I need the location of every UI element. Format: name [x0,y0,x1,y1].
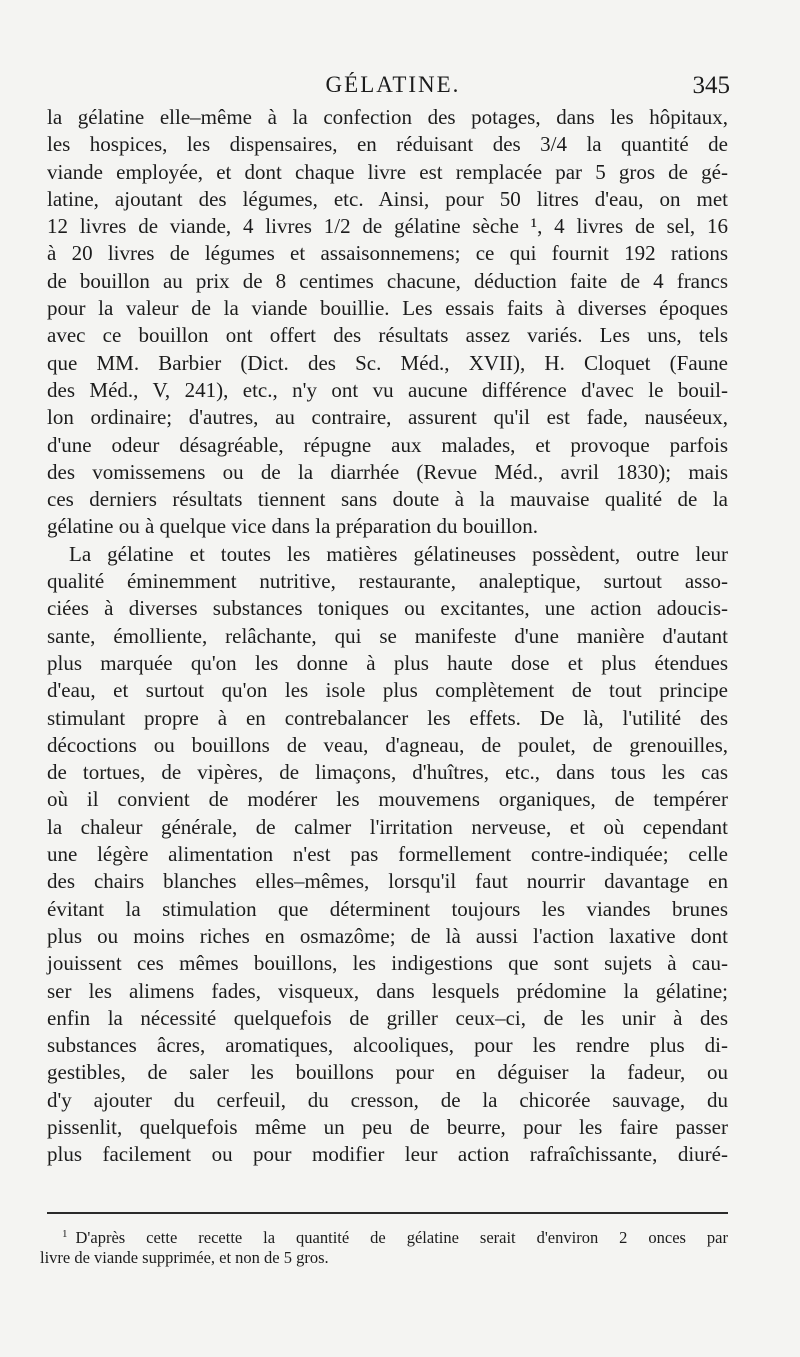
text-line: que MM. Barbier (Dict. des Sc. Méd., XVII), H. Cloquet (Faune [47,350,728,375]
text-line: 12 livres de viande, 4 livres 1/2 de gélatine sèche ¹, 4 livres de sel, 16 [47,214,728,239]
text-line: des chairs blanches elles–mêmes, lorsqu'il faut nourrir davantage en [47,869,728,894]
text-line: pissenlit, quelquefois même un peu de beurre, pour les faire passer [47,1114,728,1139]
text-line: latine, ajoutant des légumes, etc. Ainsi, pour 50 litres d'eau, on met [47,186,728,211]
running-head [40,72,746,106]
text-line: plus ou moins riches en osmazôme; de là aussi l'action laxative dont [47,923,728,948]
text-line: à 20 livres de légumes et assaisonnemens; ce qui fournit 192 rations [47,241,728,266]
footnote-rule [47,1212,728,1214]
running-title: GÉLATINE. [325,72,461,97]
text-line: où il convient de modérer les mouvemens organiques, de tempérer [47,787,728,812]
footnotes [40,1222,728,1270]
text-line: La gélatine et toutes les matières gélatineuses possèdent, outre leur [69,541,728,566]
text-line: enfin la nécessité quelquefois de griller ceux–ci, de les unir à des [47,1005,728,1030]
text-line: décoctions ou bouillons de veau, d'agneau, de poulet, de grenouilles, [47,732,728,757]
body-text [47,104,728,1169]
footnote-text: D'après cette recette la quantité de gélatine serait d'environ 2 onces par [75,1228,728,1247]
text-line: de bouillon au prix de 8 centimes chacune, déduction faite de 4 francs [47,268,728,293]
text-line: gélatine ou à quelque vice dans la préparation du bouillon. [47,514,539,539]
text-line: de tortues, de vipères, de limaçons, d'huîtres, etc., dans tous les cas [47,760,728,785]
text-line: des Méd., V, 241), etc., n'y ont vu aucune différence d'avec le bouil- [47,377,728,402]
text-line: substances âcres, aromatiques, alcooliques, pour les rendre plus di- [47,1033,728,1058]
text-line: avec ce bouillon ont offert des résultats assez variés. Les uns, tels [47,323,728,348]
text-line: une légère alimentation n'est pas formellement contre-indiquée; celle [47,842,728,867]
text-line: la gélatine elle–même à la confection des potages, dans les hôpitaux, [47,105,728,129]
text-line: des vomissemens ou de la diarrhée (Revue Méd., avril 1830); mais [47,459,728,484]
text-line: jouissent ces mêmes bouillons, les indigestions que sont sujets à cau- [47,951,728,976]
text-line: ser les alimens fades, visqueux, dans lesquels prédomine la gélatine; [47,978,728,1003]
text-line: d'une odeur désagréable, répugne aux malades, et provoque parfois [47,432,728,457]
text-line: ciées à diverses substances toniques ou excitantes, une action adoucis- [47,596,728,621]
text-line: viande employée, et dont chaque livre est remplacée par 5 gros de gé- [47,159,728,184]
text-line: ces derniers résultats tiennent sans doute à la mauvaise qualité de la [47,487,728,512]
text-line: d'eau, et surtout qu'on les isole plus complètement de tout principe [47,678,728,703]
text-line: plus marquée qu'on les donne à plus haute dose et plus étendues [47,650,728,675]
text-line: qualité éminemment nutritive, restaurante, analeptique, surtout asso- [47,569,728,594]
text-line: stimulant propre à en contrebalancer les effets. De là, l'utilité des [47,705,728,730]
footnote-marker: 1 [62,1228,68,1240]
footnote-line [40,1222,728,1246]
text-line: gestibles, de saler les bouillons pour en déguiser la fadeur, ou [47,1060,728,1085]
text-line: pour la valeur de la viande bouillie. Les essais faits à diverses époques [47,296,728,321]
text-line: la chaleur générale, de calmer l'irritation nerveuse, et où cependant [47,814,728,839]
page-number: 345 [692,72,730,99]
text-line: plus facilement ou pour modifier leur action rafraîchissante, diuré- [47,1142,728,1167]
text-line: évitant la stimulation que déterminent toujours les viandes brunes [47,896,728,921]
text-line: sante, émolliente, relâchante, qui se manifeste d'une manière d'autant [47,623,728,648]
text-line: les hospices, les dispensaires, en réduisant des 3/4 la quantité de [47,132,728,157]
text-line: d'y ajouter du cerfeuil, du cresson, de la chicorée sauvage, du [47,1087,728,1112]
footnote-line: livre de viande supprimée, et non de 5 gros. [40,1248,329,1267]
text-line: lon ordinaire; d'autres, au contraire, assurent qu'il est fade, nauséeux, [47,405,728,430]
